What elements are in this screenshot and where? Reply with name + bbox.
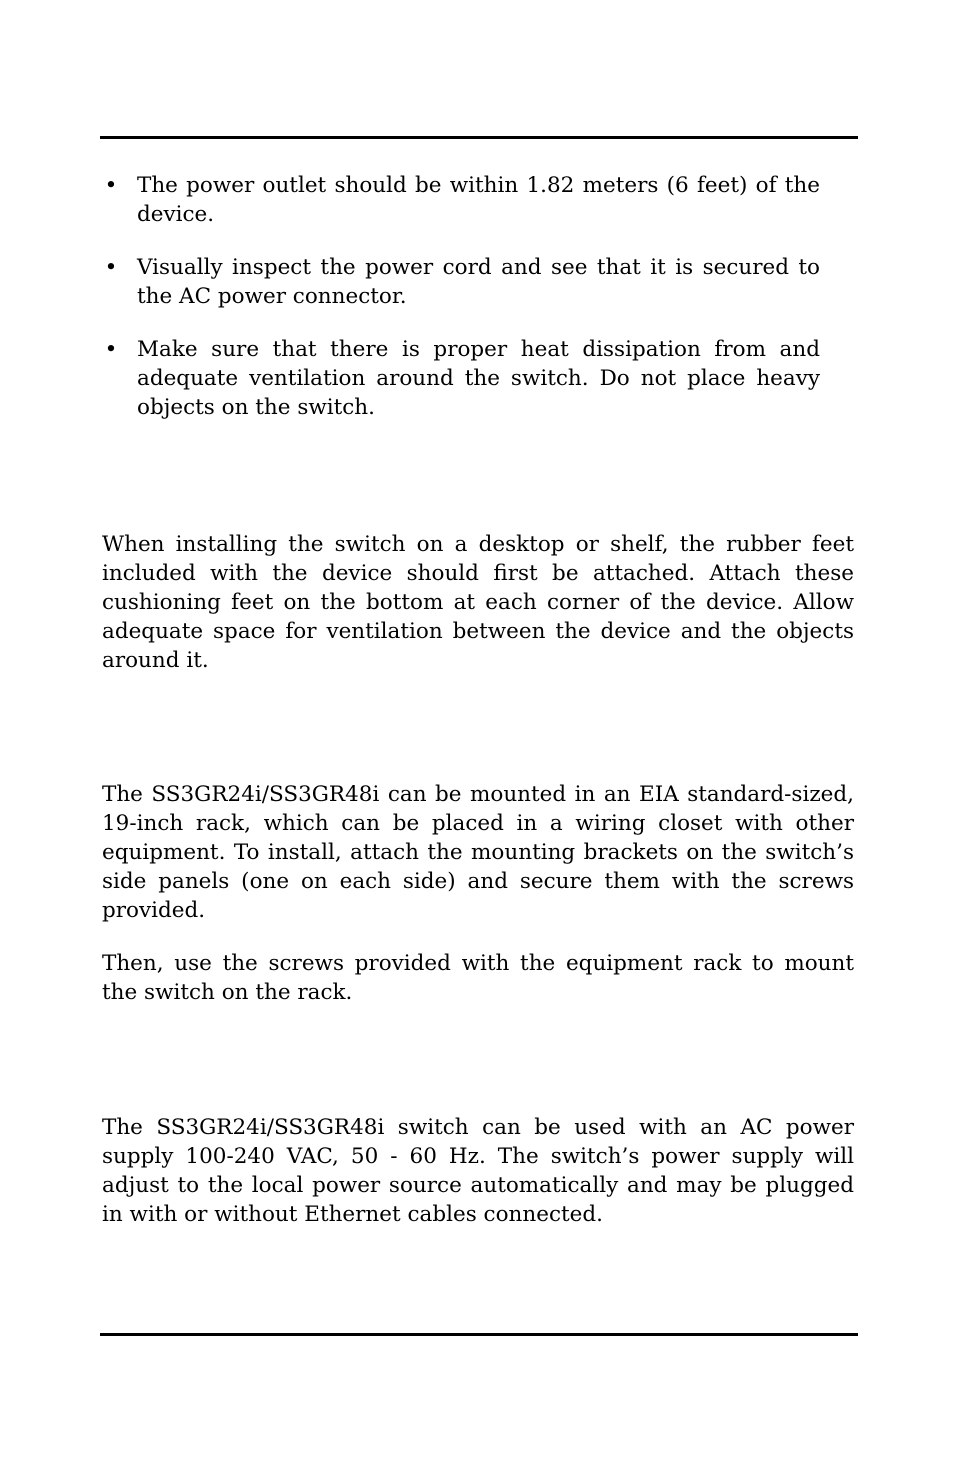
- bullet-marker: •: [104, 337, 118, 362]
- header-rule: [100, 136, 858, 139]
- bullet-marker: •: [104, 255, 118, 280]
- desktop-installation-paragraph: When installing the switch on a desktop or shelf, the rubber feet included with the device should first be attached. Attach these cushioning feet on the bottom at each corner of the device. Allow adequate space for ventilation between the device and the objects around it.: [102, 532, 854, 673]
- list-item: [100, 171, 820, 229]
- power-supply-paragraph: The SS3GR24i/SS3GR48i switch can be used with an AC power supply 100-240 VAC, 50 - 60 Hz. The switch’s power supply will adjust to the local power source automatically and may be plugged in with or without Ethernet cables connected.: [102, 1115, 854, 1227]
- rack-mount-paragraph: The SS3GR24i/SS3GR48i can be mounted in an EIA standard-sized, 19-inch rack, which can be placed in a wiring closet with other equipment. To install, attach the mounting brackets on the switch’s side panels (one on each side) and secure them with the screws provided.: [102, 782, 854, 923]
- list-item: [100, 253, 820, 311]
- bullet-text: Visually inspect the power cord and see that it is secured to the AC power connector.: [137, 255, 820, 309]
- bullet-text: Make sure that there is proper heat dissipation from and adequate ventilation around the switch. Do not place heavy objects on the switch.: [137, 337, 820, 420]
- bullet-marker: •: [104, 173, 118, 198]
- bullet-text: The power outlet should be within 1.82 meters (6 feet) of the device.: [137, 173, 820, 227]
- rack-mount-followup-paragraph: Then, use the screws provided with the equipment rack to mount the switch on the rack.: [102, 951, 854, 1005]
- requirements-list: [100, 171, 820, 446]
- list-item: [100, 335, 820, 422]
- footer-rule: [100, 1333, 858, 1336]
